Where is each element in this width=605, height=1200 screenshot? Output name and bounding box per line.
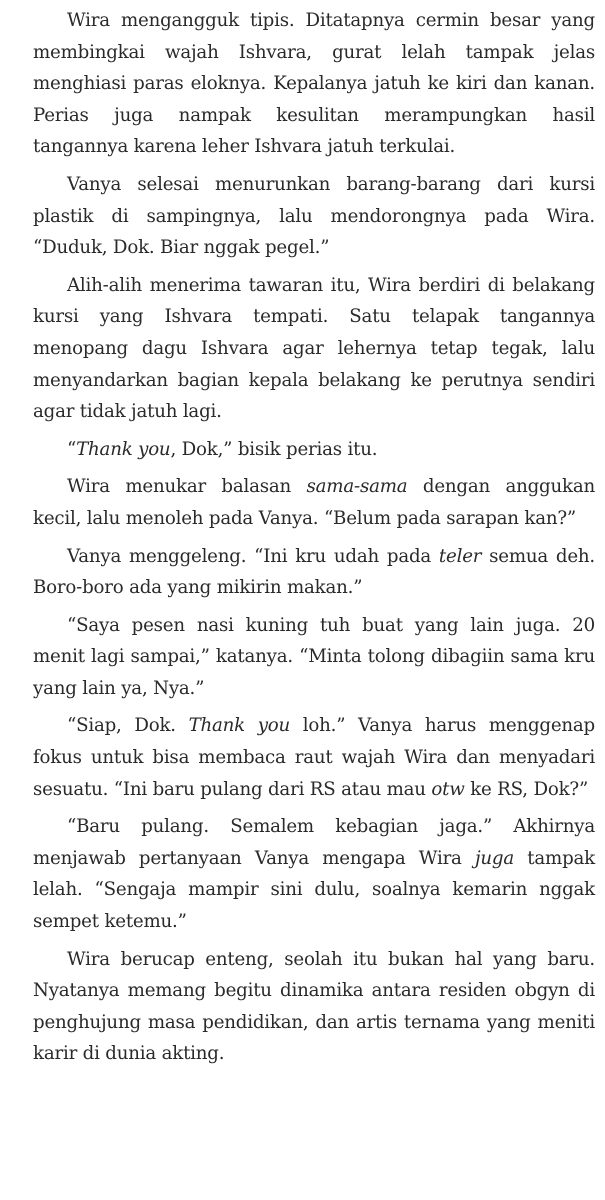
text-run: “Baru pulang. Semalem kebagian jaga.” Akhirnya menjawab pertanyaan Vanya mengapa Wira: [33, 816, 595, 869]
text-run: Wira berucap enteng, seolah itu bukan hal yang baru. Nyatanya memang begitu dinamika antara residen obgyn di penghujung masa pendidikan, dan artis ternama yang meniti karir di dunia akting.: [33, 948, 595, 1065]
paragraph: [33, 710, 595, 805]
text-run: Wira mengangguk tipis. Ditatapnya cermin besar yang membingkai wajah Ishvara, gurat lelah tampak jelas menghiasi paras eloknya. Kepalanya jatuh ke kiri dan kanan. Perias juga nampak kesulitan merampungkan hasil tangannya karena leher Ishvara jatuh terkulai.: [33, 10, 595, 158]
paragraph: [33, 5, 595, 163]
paragraph: [33, 270, 595, 428]
text-run: ke RS, Dok?”: [464, 778, 589, 800]
paragraph: [33, 610, 595, 705]
italic-text: teler: [438, 545, 482, 567]
italic-text: sama-sama: [306, 476, 408, 498]
paragraph: [33, 944, 595, 1070]
paragraph: [33, 471, 595, 534]
paragraph: [33, 811, 595, 937]
text-run: “Saya pesen nasi kuning tuh buat yang lain juga. 20 menit lagi sampai,” katanya. “Minta tolong dibagiin sama kru yang lain ya, Nya.”: [33, 614, 595, 699]
text-run: Alih-alih menerima tawaran itu, Wira berdiri di belakang kursi yang Ishvara tempati. Satu telapak tangannya menopang dagu Ishvara agar lehernya tetap tegak, lalu menyandarkan bagian kepala belakang ke perutnya sendiri agar tidak jatuh lagi.: [33, 274, 595, 423]
italic-text: Thank you: [76, 438, 171, 460]
text-run: loh.” Vanya harus menggenap fokus untuk bisa membaca raut wajah Wira dan menyadari sesuatu. “Ini baru pulang dari RS atau mau: [33, 715, 596, 800]
italic-text: otw: [431, 778, 465, 800]
text-run: Vanya selesai menurunkan barang-barang dari kursi plastik di sampingnya, lalu mendorongnya pada Wira. “Duduk, Dok. Biar nggak pegel.”: [33, 173, 595, 259]
text-run: , Dok,” bisik perias itu.: [170, 438, 378, 460]
text-body: [33, 5, 595, 1070]
text-run: semua deh. Boro-boro ada yang mikirin makan.”: [33, 545, 595, 599]
text-run: “: [67, 438, 77, 460]
italic-text: Thank you: [188, 715, 291, 737]
text-run: tampak lelah. “Sengaja mampir sini dulu, soalnya kemarin nggak sempet ketemu.”: [33, 847, 595, 933]
text-run: “Siap, Dok.: [67, 715, 189, 737]
italic-text: juga: [474, 847, 515, 869]
text-run: Wira menukar balasan: [67, 476, 307, 498]
text-run: dengan anggukan kecil, lalu menoleh pada Vanya. “Belum pada sarapan kan?”: [33, 476, 595, 529]
text-run: Vanya menggeleng. “Ini kru udah pada: [67, 545, 439, 567]
paragraph: [33, 541, 595, 604]
paragraph: [33, 434, 595, 466]
paragraph: [33, 169, 595, 264]
